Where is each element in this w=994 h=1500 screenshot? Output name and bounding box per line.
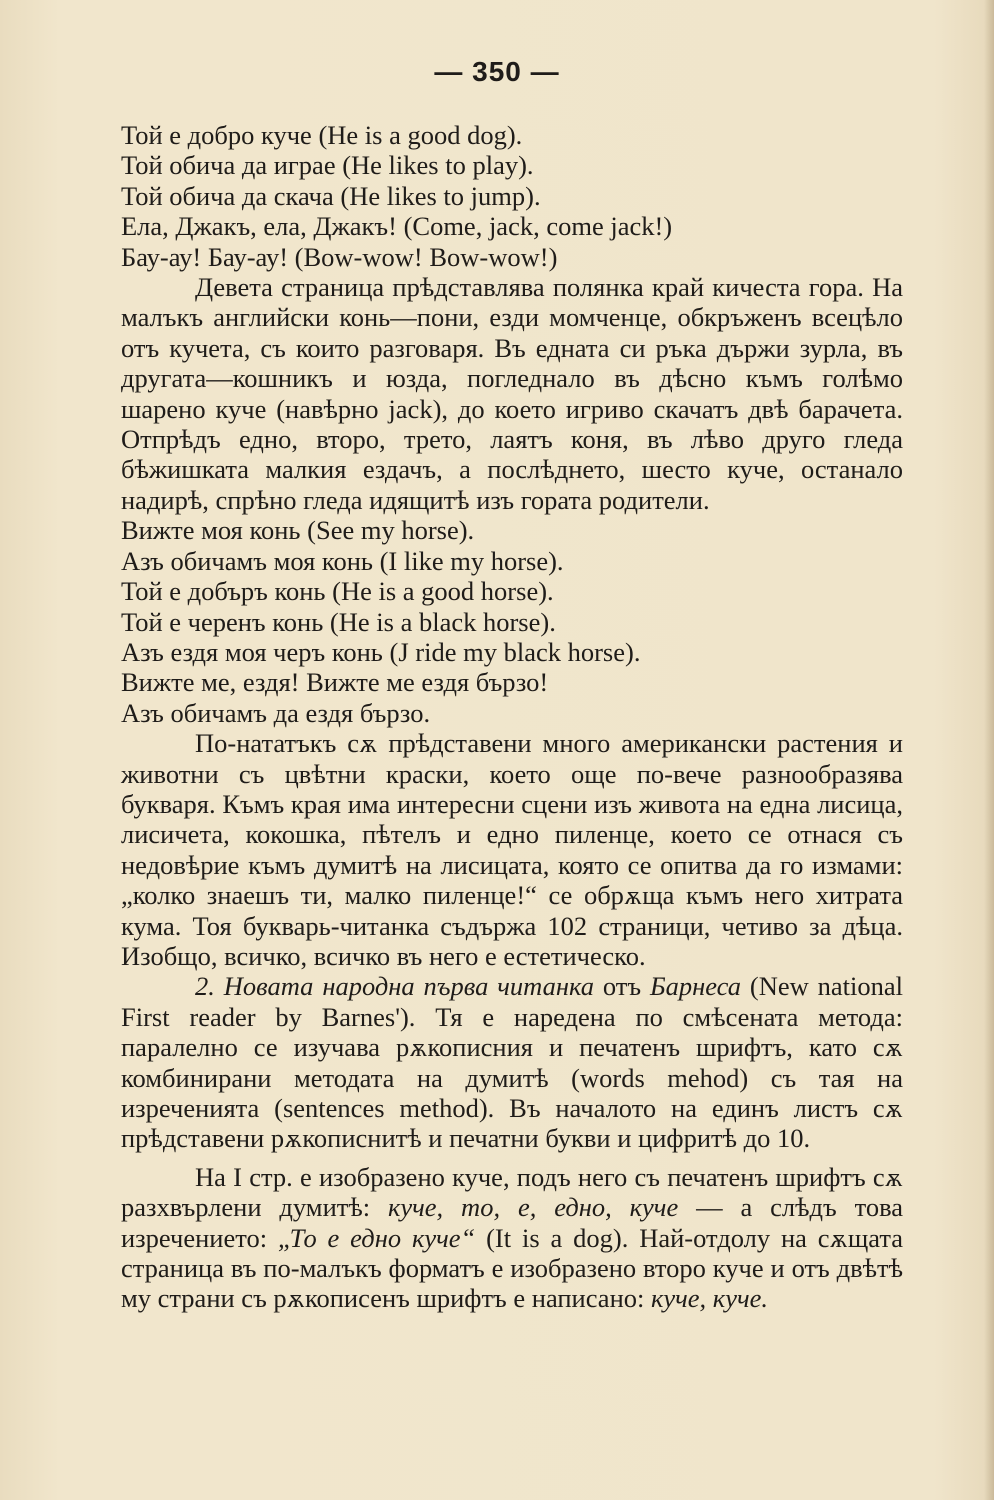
paragraph-barnes-reader: 2. Новата народна първа читанка отъ Барнеса (New national First reader by Barnes'). Тя е наредена по смѣсената метода: паралелно се изучава рѫкописния и печатенъ шрифтъ, като сѫ комбинирани методата на думитѣ (words mehod) съ тая на изреченията (sentences method). Въ началото на единъ листъ сѫ прѣдставени рѫкописнитѣ и печатни букви и цифритѣ до 10.: [121, 971, 903, 1154]
example-line: Той обича да скача (He likes to jump).: [121, 180, 541, 211]
italic-title: 2. Новата народна първа читанка: [195, 971, 594, 1002]
example-line: Той е черенъ конь (He is a black horse).: [121, 606, 556, 637]
example-line: Вижте ме, ездя! Вижте ме ездя бързо!: [121, 667, 549, 698]
example-line: Бау-ау! Бау-ау! (Bow-wow! Bow-wow!): [121, 241, 558, 272]
italic-author: Барнеса: [649, 971, 741, 1002]
paragraph-first-page: На I стр. е изобразено куче, подъ него съ печатенъ шрифтъ сѫ разхвърлени думитѣ: куче, то, е, едно, куче — а слѣдъ това изречението: „То е едно куче“ (It is a dog). Най-отдолу на сѫщата страница въ по-малъкъ форматъ е изобразено второ куче и отъ двѣтѣ му страни съ рѫкописенъ шрифтъ е написано: куче, куче.: [121, 1161, 903, 1314]
example-line: Азъ обичамъ да ездя бързо.: [121, 697, 431, 728]
paragraph-ninth-page: Девета страница прѣдставлява полянка край кичеста гора. На малъкъ английски конь—пони, езди момченце, обкръженъ всецѣло отъ кучета, съ които разговаря. Въ едната си ръка държи зурла, въ другата—кошникъ и юзда, погледнало въ дѣсно къмъ голѣмо шарено куче (навѣрно jack), до което игриво скачатъ двѣ барачета. Отпрѣдъ едно, второ, трето, лаятъ коня, въ лѣво друго гледа бѣжишката малкия ездачъ, а послѣднето, шесто куче, останало надирѣ, спрѣно гледа идящитѣ изъ гората родители.: [121, 272, 903, 515]
page-number: — 350 —: [434, 56, 560, 87]
page-text: [121, 120, 903, 1314]
example-line: Азъ ездя моя черъ конь (J ride my black horse).: [121, 636, 641, 667]
paragraph-plants-animals: По-нататъкъ сѫ прѣдставени много американски растения и животни съ цвѣтни краски, което още по-вече разнообразява букваря. Къмъ края има интересни сцени изъ живота на една лисица, лисичета, кокошка, пѣтелъ и едно пиленце, което се отнася съ недовѣрие къмъ думитѣ на лисицата, която се опитва да го измами: „колко знаешъ ти, малко пиленце!“ се обрѫща къмъ него хитрата кума. Тоя букварь-читанка съдържа 102 страници, четиво за дѣца. Изобщо, всичко, всичко въ него е естетическо.: [121, 728, 903, 971]
example-line: Той обича да играе (He likes to play).: [121, 150, 534, 181]
example-line: Той е добъръ конь (He is a good horse).: [121, 576, 554, 607]
example-line: Ела, Джакъ, ела, Джакъ! (Come, jack, come jack!): [121, 211, 673, 242]
page-edge-shadow: [984, 0, 994, 1500]
example-line: Вижте моя конь (See my horse).: [121, 515, 475, 546]
example-line: Той е добро куче (He is a good dog).: [121, 120, 523, 150]
paragraph-gap: [121, 1154, 903, 1162]
example-line: Азъ обичамъ моя конь (I like my horse).: [121, 545, 564, 576]
